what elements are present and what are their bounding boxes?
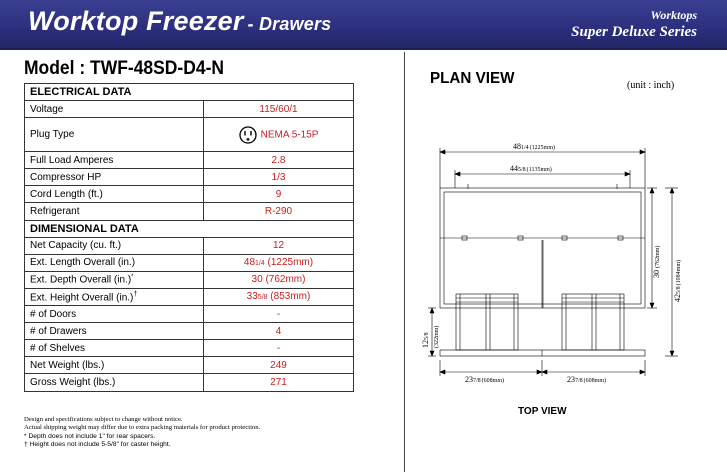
spec-row bbox=[25, 186, 354, 203]
spec-row bbox=[25, 118, 354, 152]
spec-value: R-290 bbox=[204, 203, 354, 220]
spec-value: 4 bbox=[204, 323, 354, 340]
spec-value: 2.8 bbox=[204, 152, 354, 169]
spec-row bbox=[25, 323, 354, 340]
spec-row bbox=[25, 271, 354, 288]
spec-value: 12 bbox=[204, 237, 354, 254]
spec-value: - bbox=[204, 340, 354, 357]
spec-value: NEMA 5-15P bbox=[204, 118, 354, 152]
series-line-1: Worktops bbox=[650, 8, 697, 22]
spec-label: Full Load Amperes bbox=[25, 152, 204, 169]
spec-label: Voltage bbox=[25, 101, 204, 118]
dim-drawer-extension-mm: (322mm) bbox=[434, 325, 440, 348]
dim-half-right: 237/8(608mm) bbox=[567, 375, 607, 384]
dim-half-left: 237/8(608mm) bbox=[465, 375, 505, 384]
spec-row bbox=[25, 152, 354, 169]
unit-label: (unit : inch) bbox=[627, 80, 675, 91]
plug-outlet-icon bbox=[239, 126, 257, 144]
footnote: Design and specifications subject to change without notice. bbox=[24, 416, 183, 423]
spec-label: Ext. Length Overall (in.) bbox=[25, 254, 204, 271]
footnote: * Depth does not include 1" for rear spacers. bbox=[24, 432, 156, 440]
spec-label: # of Drawers bbox=[25, 323, 204, 340]
spec-row bbox=[25, 237, 354, 254]
spec-row bbox=[25, 306, 354, 323]
spec-label: Cord Length (ft.) bbox=[25, 186, 204, 203]
plan-view-drawing bbox=[410, 130, 690, 390]
footnotes bbox=[24, 416, 260, 449]
spec-label: Ext. Depth Overall (in.)* bbox=[25, 271, 204, 288]
spec-label: Gross Weight (lbs.) bbox=[25, 374, 204, 391]
spec-value: 1/3 bbox=[204, 169, 354, 186]
dim-depth: 30(762mm) bbox=[652, 245, 661, 278]
spec-label: Plug Type bbox=[25, 118, 204, 152]
electrical-heading-row bbox=[25, 84, 354, 101]
spec-value: 271 bbox=[204, 374, 354, 391]
product-subtitle: - Drawers bbox=[247, 14, 332, 34]
spec-row bbox=[25, 357, 354, 374]
spec-value: 115/60/1 bbox=[204, 101, 354, 118]
spec-label: # of Shelves bbox=[25, 340, 204, 357]
footnote: Actual shipping weight may differ due to extra packing materials for product protection. bbox=[24, 424, 261, 432]
dim-drawer-extension: 125/8 bbox=[421, 332, 430, 348]
column-divider bbox=[404, 52, 405, 472]
spec-value: 335/8 (853mm) bbox=[204, 288, 354, 305]
electrical-heading: ELECTRICAL DATA bbox=[25, 84, 354, 101]
spec-row bbox=[25, 203, 354, 220]
spec-value: 9 bbox=[204, 186, 354, 203]
page-header bbox=[0, 0, 727, 50]
product-title: Worktop Freezer - Drawers bbox=[28, 6, 332, 36]
spec-row bbox=[25, 374, 354, 391]
spec-label: Net Weight (lbs.) bbox=[25, 357, 204, 374]
spec-row bbox=[25, 288, 354, 305]
dim-overall-depth: 425/8(1084mm) bbox=[673, 259, 682, 302]
spec-value: - bbox=[204, 306, 354, 323]
spec-value: 481/4 (1225mm) bbox=[204, 254, 354, 271]
plan-view-title: PLAN VIEW bbox=[430, 70, 515, 87]
dimensional-heading-row bbox=[25, 220, 354, 237]
spec-label: # of Doors bbox=[25, 306, 204, 323]
spec-value: 249 bbox=[204, 357, 354, 374]
spec-row bbox=[25, 101, 354, 118]
dim-overall-width: 481/4(1225mm) bbox=[513, 142, 556, 151]
spec-label: Net Capacity (cu. ft.) bbox=[25, 237, 204, 254]
dimensional-heading: DIMENSIONAL DATA bbox=[25, 220, 354, 237]
spec-row bbox=[25, 340, 354, 357]
spec-label: Compressor HP bbox=[25, 169, 204, 186]
spec-label: Ext. Height Overall (in.)† bbox=[25, 288, 204, 305]
spec-value: 30 (762mm) bbox=[204, 271, 354, 288]
spec-row bbox=[25, 169, 354, 186]
spec-label: Refrigerant bbox=[25, 203, 204, 220]
top-view-label: TOP VIEW bbox=[518, 406, 567, 417]
footnote: † Height does not include 5-5/8" for caster height. bbox=[24, 440, 171, 448]
spec-row bbox=[25, 254, 354, 271]
dim-inner-width: 445/8(1135mm) bbox=[510, 164, 552, 173]
series-line-2: Super Deluxe Series bbox=[571, 24, 697, 40]
model-number: Model : TWF-48SD-D4-N bbox=[24, 58, 225, 79]
spec-table bbox=[24, 83, 354, 392]
